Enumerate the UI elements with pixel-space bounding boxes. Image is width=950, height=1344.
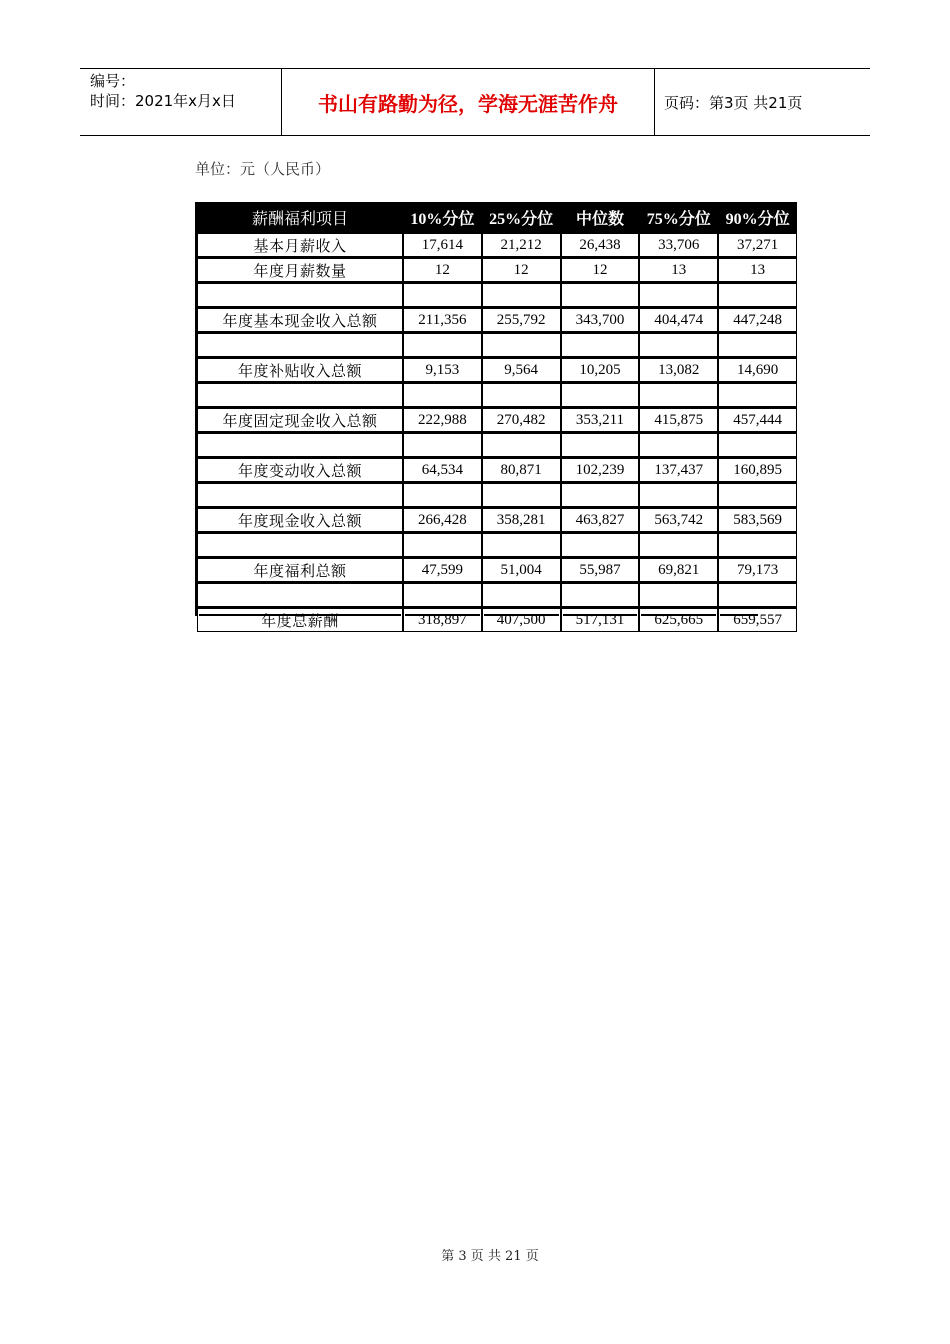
row-value: 26,438 bbox=[561, 232, 640, 257]
table-row bbox=[197, 507, 797, 532]
row-value: 625,665 bbox=[639, 607, 718, 632]
row-value bbox=[482, 532, 561, 557]
row-value: 64,534 bbox=[403, 457, 482, 482]
row-value bbox=[482, 332, 561, 357]
row-label bbox=[197, 482, 403, 507]
row-value: 79,173 bbox=[718, 557, 797, 582]
row-value: 318,897 bbox=[403, 607, 482, 632]
page-footer: 第 3 页 共 21 页 bbox=[441, 1249, 539, 1264]
row-value bbox=[561, 332, 640, 357]
document-number-label: 编号： bbox=[90, 72, 136, 90]
row-value bbox=[561, 532, 640, 557]
row-value: 47,599 bbox=[403, 557, 482, 582]
document-time: 时间：2021年x月x日 bbox=[90, 92, 236, 110]
row-value: 517,131 bbox=[561, 607, 640, 632]
row-value: 343,700 bbox=[561, 307, 640, 332]
row-value: 358,281 bbox=[482, 507, 561, 532]
table-row bbox=[197, 357, 797, 382]
row-value bbox=[403, 432, 482, 457]
row-value: 447,248 bbox=[718, 307, 797, 332]
table-row bbox=[197, 457, 797, 482]
column-header-percentile: 中位数 bbox=[561, 202, 640, 232]
row-label bbox=[197, 582, 403, 607]
row-value: 563,742 bbox=[639, 507, 718, 532]
row-label: 年度福利总额 bbox=[197, 557, 403, 582]
column-header-percentile: 75%分位 bbox=[639, 202, 718, 232]
row-label: 基本月薪收入 bbox=[197, 232, 403, 257]
row-label: 年度基本现金收入总额 bbox=[197, 307, 403, 332]
row-value: 12 bbox=[482, 257, 561, 282]
row-label bbox=[197, 332, 403, 357]
table-row bbox=[197, 407, 797, 432]
row-label: 年度固定现金收入总额 bbox=[197, 407, 403, 432]
row-label: 年度变动收入总额 bbox=[197, 457, 403, 482]
row-value: 404,474 bbox=[639, 307, 718, 332]
row-value bbox=[718, 382, 797, 407]
row-value bbox=[403, 482, 482, 507]
unit-note: 单位：元（人民币） bbox=[195, 160, 331, 178]
row-value bbox=[718, 482, 797, 507]
row-value bbox=[482, 432, 561, 457]
row-value bbox=[718, 582, 797, 607]
column-header-percentile: 10%分位 bbox=[403, 202, 482, 232]
row-value bbox=[639, 532, 718, 557]
row-label: 年度现金收入总额 bbox=[197, 507, 403, 532]
row-value: 69,821 bbox=[639, 557, 718, 582]
row-value bbox=[561, 482, 640, 507]
table-header-row bbox=[197, 202, 797, 232]
row-value bbox=[403, 332, 482, 357]
header-motto: 书山有路勤为径，学海无涯苦作舟 bbox=[282, 69, 655, 135]
row-value: 9,564 bbox=[482, 357, 561, 382]
row-value: 10,205 bbox=[561, 357, 640, 382]
row-label bbox=[197, 282, 403, 307]
row-value: 51,004 bbox=[482, 557, 561, 582]
header-page-info: 页码：第3页 共21页 bbox=[664, 93, 803, 112]
table-row bbox=[197, 332, 797, 357]
row-value bbox=[482, 382, 561, 407]
salary-table-container bbox=[195, 202, 790, 630]
table-row bbox=[197, 582, 797, 607]
row-value: 33,706 bbox=[639, 232, 718, 257]
row-value bbox=[639, 482, 718, 507]
column-header-percentile: 90%分位 bbox=[718, 202, 797, 232]
row-value bbox=[718, 282, 797, 307]
row-label bbox=[197, 432, 403, 457]
row-value: 659,557 bbox=[718, 607, 797, 632]
row-value bbox=[482, 282, 561, 307]
header-meta bbox=[80, 69, 282, 135]
row-value: 137,437 bbox=[639, 457, 718, 482]
row-value bbox=[482, 482, 561, 507]
row-value: 12 bbox=[561, 257, 640, 282]
row-value bbox=[561, 382, 640, 407]
table-row bbox=[197, 382, 797, 407]
column-header-item: 薪酬福利项目 bbox=[197, 202, 403, 232]
row-value bbox=[639, 582, 718, 607]
row-value: 270,482 bbox=[482, 407, 561, 432]
row-value bbox=[403, 282, 482, 307]
row-label bbox=[197, 532, 403, 557]
row-value: 14,690 bbox=[718, 357, 797, 382]
row-value: 457,444 bbox=[718, 407, 797, 432]
document-header bbox=[80, 68, 870, 136]
row-value bbox=[639, 282, 718, 307]
row-value bbox=[561, 432, 640, 457]
row-value: 17,614 bbox=[403, 232, 482, 257]
row-value: 37,271 bbox=[718, 232, 797, 257]
row-label: 年度总薪酬 bbox=[197, 607, 403, 632]
row-value: 80,871 bbox=[482, 457, 561, 482]
row-value: 255,792 bbox=[482, 307, 561, 332]
table-row bbox=[197, 282, 797, 307]
row-label: 年度补贴收入总额 bbox=[197, 357, 403, 382]
row-value: 13,082 bbox=[639, 357, 718, 382]
row-value bbox=[403, 382, 482, 407]
salary-table bbox=[197, 202, 797, 632]
table-row bbox=[197, 482, 797, 507]
row-value: 211,356 bbox=[403, 307, 482, 332]
table-row bbox=[197, 232, 797, 257]
table-row bbox=[197, 257, 797, 282]
row-value: 12 bbox=[403, 257, 482, 282]
row-value bbox=[403, 582, 482, 607]
row-value: 463,827 bbox=[561, 507, 640, 532]
row-value bbox=[718, 532, 797, 557]
row-value bbox=[561, 282, 640, 307]
row-label: 年度月薪数量 bbox=[197, 257, 403, 282]
row-value: 407,500 bbox=[482, 607, 561, 632]
row-value: 160,895 bbox=[718, 457, 797, 482]
row-value: 13 bbox=[718, 257, 797, 282]
table-row bbox=[197, 307, 797, 332]
row-value bbox=[639, 382, 718, 407]
row-value: 222,988 bbox=[403, 407, 482, 432]
row-value bbox=[718, 332, 797, 357]
row-value bbox=[639, 332, 718, 357]
row-value: 102,239 bbox=[561, 457, 640, 482]
table-row bbox=[197, 432, 797, 457]
row-value: 9,153 bbox=[403, 357, 482, 382]
row-value bbox=[482, 582, 561, 607]
row-value: 13 bbox=[639, 257, 718, 282]
row-value bbox=[403, 532, 482, 557]
row-value: 353,211 bbox=[561, 407, 640, 432]
row-value: 415,875 bbox=[639, 407, 718, 432]
column-header-percentile: 25%分位 bbox=[482, 202, 561, 232]
row-value bbox=[718, 432, 797, 457]
row-value: 583,569 bbox=[718, 507, 797, 532]
table-row bbox=[197, 532, 797, 557]
row-value: 21,212 bbox=[482, 232, 561, 257]
row-value bbox=[561, 582, 640, 607]
table-row bbox=[197, 607, 797, 632]
row-value: 55,987 bbox=[561, 557, 640, 582]
row-label bbox=[197, 382, 403, 407]
row-value: 266,428 bbox=[403, 507, 482, 532]
table-row bbox=[197, 557, 797, 582]
row-value bbox=[639, 432, 718, 457]
